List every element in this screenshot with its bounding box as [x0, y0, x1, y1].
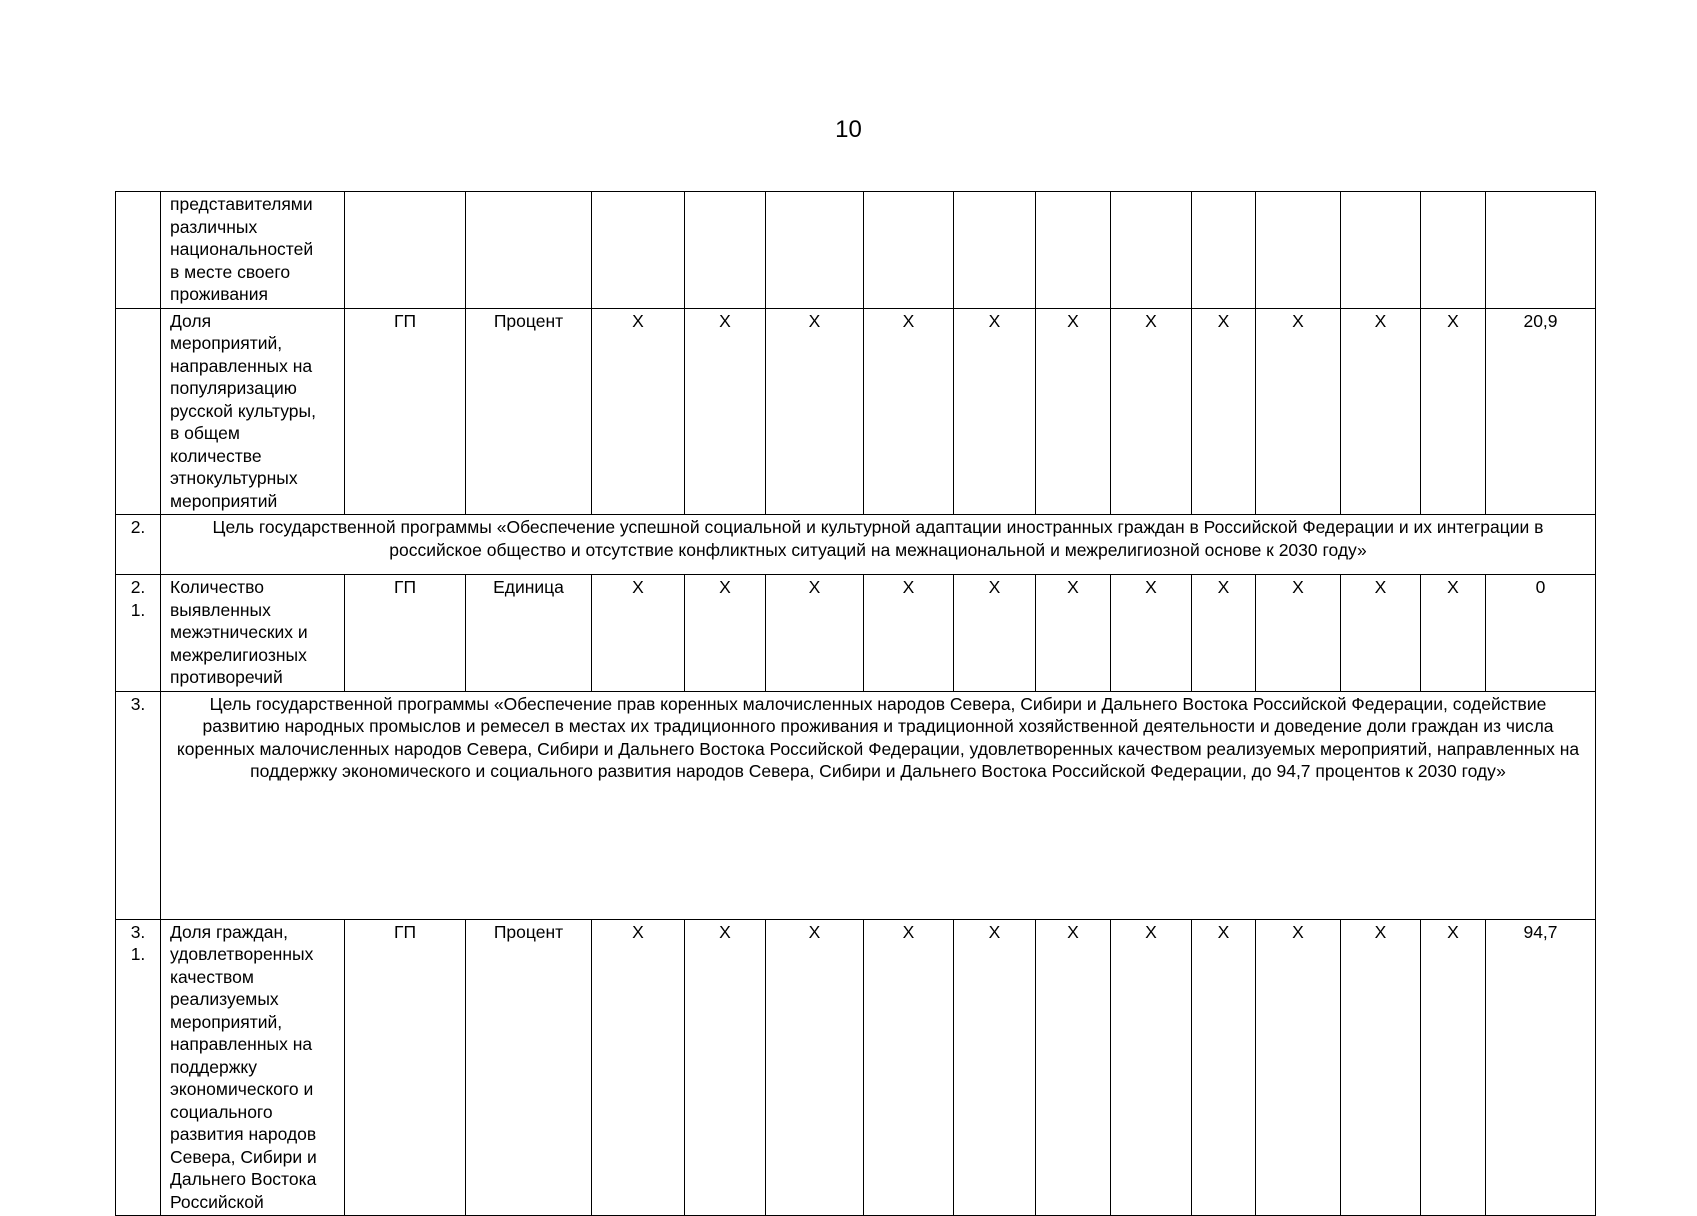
row-number-cell: [116, 919, 161, 1216]
level-cell: ГП: [345, 919, 466, 1216]
value-cell: X: [1111, 575, 1192, 692]
goal-text-cell: Цель государственной программы «Обеспечение прав коренных малочисленных народов Севера, Сибири и Дальнего Востока Российской Федерации, содействие развитию народных промыслов и ремесел в местах их традиционного проживания и традиционной хозяйственной деятельности и доведение доли граждан из числа коренных малочисленных народов Севера, Сибири и Дальнего Востока Российской Федерации, удовлетворенных качеством реализуемых мероприятий, направленных на поддержку экономического и социального развития народов Севера, Сибири и Дальнего Востока Российской Федерации, до 94,7 процентов к 2030 году»: [161, 691, 1596, 919]
indicator-name-line: направленных на: [170, 355, 313, 376]
row-number-part: 1.: [130, 599, 146, 620]
indicator-name-cell: [161, 192, 345, 309]
row-number-cell: 2.: [116, 515, 161, 575]
value-cell: X: [1421, 308, 1486, 515]
value-cell: X: [1192, 919, 1256, 1216]
value-cell: [1111, 192, 1192, 309]
indicator-name-line: реализуемых: [170, 989, 279, 1009]
level-cell: ГП: [345, 575, 466, 692]
indicator-name-line: представителями: [170, 194, 313, 214]
value-cell: [685, 192, 766, 309]
value-cell: [1036, 192, 1111, 309]
row-number-cell: [116, 575, 161, 692]
indicator-name-line: популяризацию: [170, 378, 297, 398]
indicator-name-line: качеством: [170, 966, 254, 987]
indicator-name-line: мероприятий,: [170, 1011, 283, 1032]
indicator-name-line: межрелигиозных: [170, 644, 307, 665]
value-cell: X: [1341, 575, 1421, 692]
indicator-name-line: различных: [170, 216, 258, 237]
value-cell: X: [954, 308, 1036, 515]
row-number-cell: [116, 192, 161, 309]
indicator-name-cell: [161, 575, 345, 692]
indicator-name-line: количестве: [170, 445, 262, 466]
value-cell: X: [1192, 575, 1256, 692]
table-body: [116, 192, 1596, 1216]
value-cell: X: [1341, 308, 1421, 515]
row-number-cell: [116, 308, 161, 515]
value-cell: [766, 192, 864, 309]
value-cell: [864, 192, 954, 309]
page-number: 10: [835, 116, 862, 143]
row-number-cell: 3.: [116, 691, 161, 919]
indicator-name-line: Российской: [170, 1191, 264, 1212]
indicator-name-line: Количество: [170, 577, 264, 597]
indicator-name-line: в месте своего: [170, 261, 291, 282]
goal-row: [116, 691, 1596, 919]
value-cell: X: [766, 919, 864, 1216]
indicator-name-line: Севера, Сибири и: [170, 1146, 317, 1167]
value-cell: [1192, 192, 1256, 309]
unit-cell: [466, 192, 592, 309]
indicator-name-line: мероприятий,: [170, 333, 283, 353]
value-cell: X: [685, 575, 766, 692]
indicator-name-line: развития народов: [170, 1124, 317, 1144]
indicator-name-line: поддержку: [170, 1056, 258, 1077]
value-cell: X: [864, 308, 954, 515]
indicator-name-line: Доля: [170, 310, 212, 331]
indicator-row: [116, 308, 1596, 515]
value-cell: X: [766, 575, 864, 692]
indicator-name-cell: [161, 919, 345, 1216]
indicator-name-line: выявленных: [170, 599, 271, 620]
row-number-part: 3.: [130, 921, 146, 942]
indicator-name-line: проживания: [170, 284, 268, 304]
value-cell: X: [1256, 575, 1341, 692]
value-cell: X: [1421, 919, 1486, 1216]
unit-cell: Процент: [466, 308, 592, 515]
indicator-row: [116, 919, 1596, 1216]
indicator-row: [116, 192, 1596, 309]
indicator-name-line: экономического и: [170, 1079, 314, 1099]
value-cell: X: [685, 919, 766, 1216]
value-cell: X: [864, 919, 954, 1216]
value-cell: X: [1111, 919, 1192, 1216]
value-cell: X: [1192, 308, 1256, 515]
indicator-name-line: мероприятий: [170, 490, 278, 511]
value-cell: X: [954, 575, 1036, 692]
value-cell: X: [685, 308, 766, 515]
value-cell: X: [1421, 575, 1486, 692]
indicator-name-line: удовлетворенных: [170, 944, 314, 964]
indicator-name-line: этнокультурных: [170, 468, 298, 488]
goal-text-cell: Цель государственной программы «Обеспечение успешной социальной и культурной адаптации иностранных граждан в Российской Федерации и их интеграции в российское общество и отсутствие конфликтных ситуаций на межнациональной и межрелигиозной основе к 2030 году»: [161, 515, 1596, 575]
indicator-name-line: противоречий: [170, 667, 283, 687]
indicator-row: [116, 575, 1596, 692]
unit-cell: Единица: [466, 575, 592, 692]
level-cell: [345, 192, 466, 309]
value-cell: X: [1256, 919, 1341, 1216]
value-cell: X: [592, 575, 685, 692]
final-value-cell: 94,7: [1486, 919, 1596, 1216]
value-cell: X: [864, 575, 954, 692]
value-cell: [592, 192, 685, 309]
final-value-cell: 0: [1486, 575, 1596, 692]
indicator-name-line: национальностей: [170, 239, 314, 259]
value-cell: X: [1341, 919, 1421, 1216]
value-cell: X: [1036, 575, 1111, 692]
value-cell: X: [592, 308, 685, 515]
value-cell: [1256, 192, 1341, 309]
row-number-part: 2.: [130, 577, 146, 597]
value-cell: X: [1036, 308, 1111, 515]
indicator-name-line: Доля граждан,: [170, 921, 288, 942]
goal-row: [116, 515, 1596, 575]
value-cell: X: [954, 919, 1036, 1216]
level-cell: ГП: [345, 308, 466, 515]
value-cell: X: [1111, 308, 1192, 515]
final-value-cell: 20,9: [1486, 308, 1596, 515]
value-cell: [1341, 192, 1421, 309]
indicator-name-cell: [161, 308, 345, 515]
value-cell: [1421, 192, 1486, 309]
indicator-name-line: Дальнего Востока: [170, 1169, 317, 1189]
indicators-table: [115, 191, 1596, 1216]
indicator-name-line: межэтнических и: [170, 622, 308, 642]
indicator-name-line: русской культуры,: [170, 400, 316, 421]
value-cell: X: [1036, 919, 1111, 1216]
value-cell: X: [766, 308, 864, 515]
value-cell: X: [1256, 308, 1341, 515]
indicator-name-line: социального: [170, 1101, 273, 1122]
value-cell: [954, 192, 1036, 309]
final-value-cell: [1486, 192, 1596, 309]
row-number-part: 1.: [130, 944, 146, 964]
indicator-name-line: направленных на: [170, 1034, 313, 1054]
indicator-name-line: в общем: [170, 423, 240, 443]
value-cell: X: [592, 919, 685, 1216]
unit-cell: Процент: [466, 919, 592, 1216]
